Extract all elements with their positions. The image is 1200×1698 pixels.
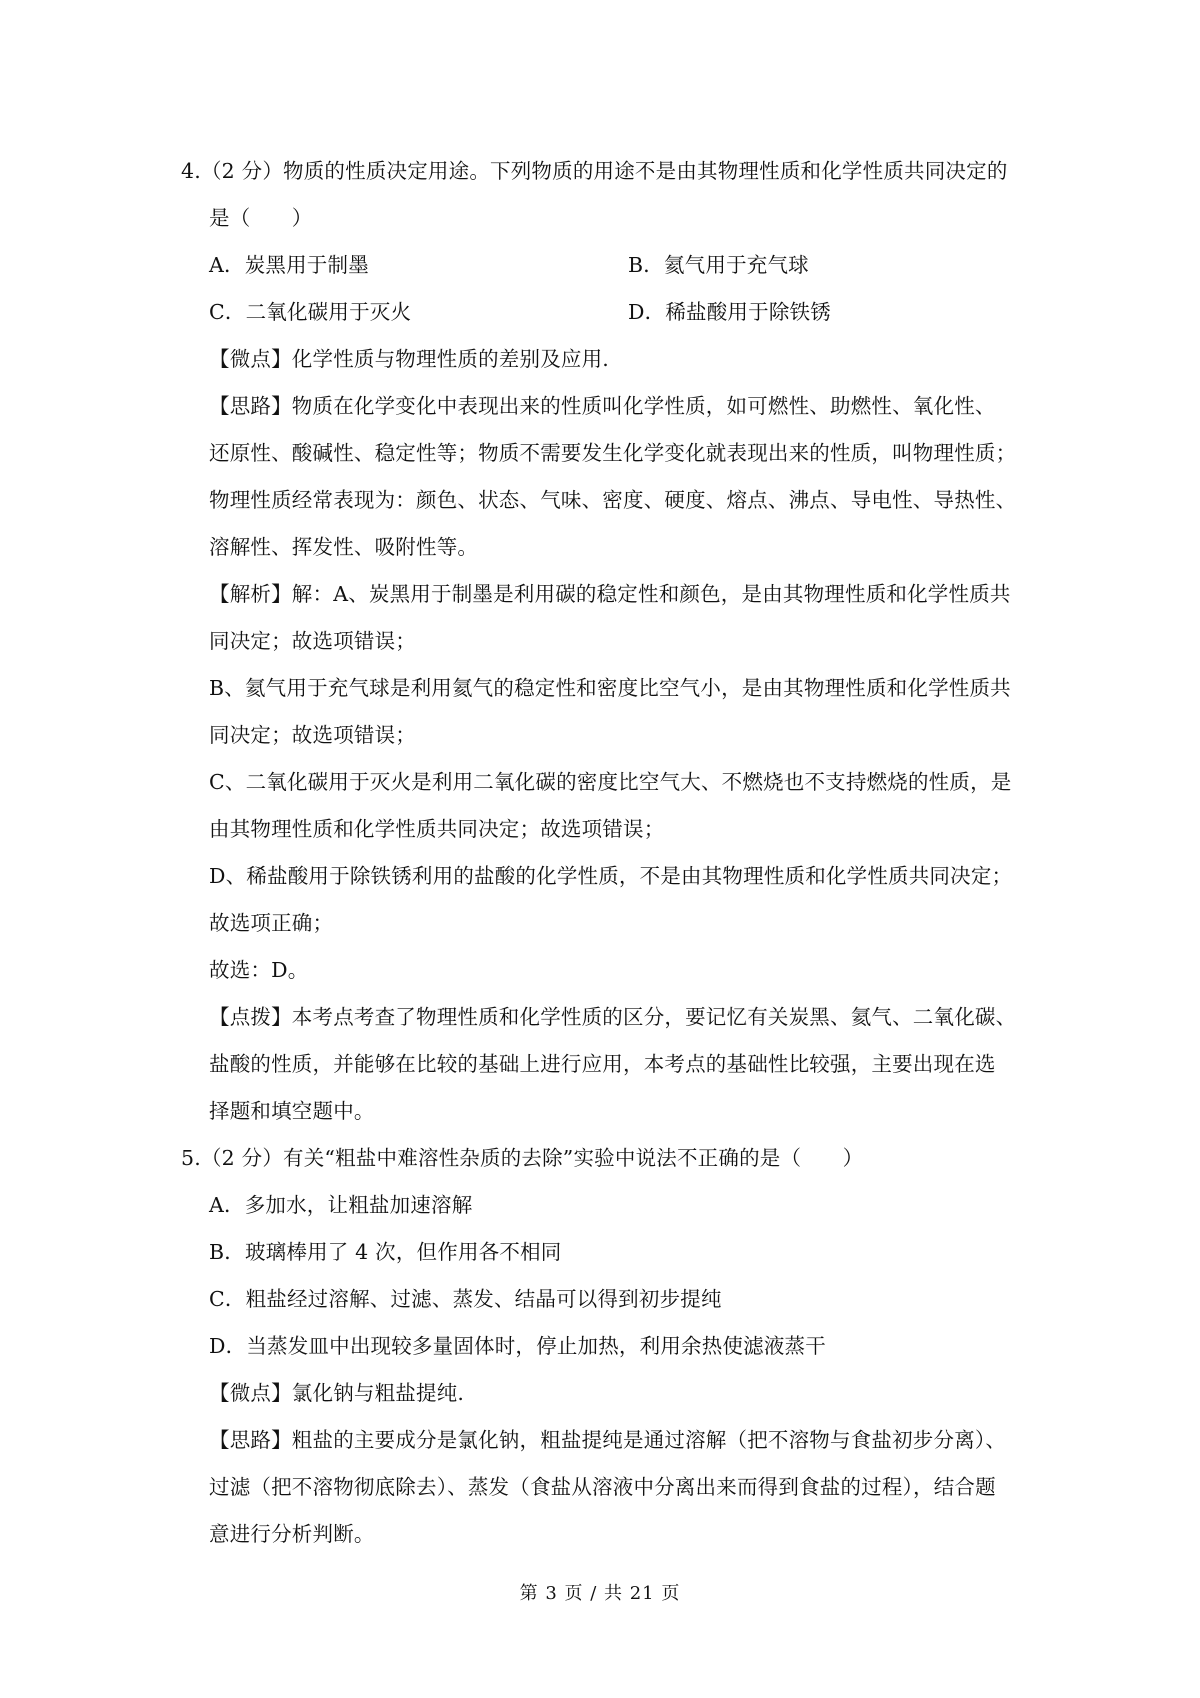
- q4-silu-line: 物理性质经常表现为：颜色、状态、气味、密度、硬度、熔点、沸点、导电性、导热性、: [209, 488, 1017, 512]
- q4-jiexi-line: D、稀盐酸用于除铁锈利用的盐酸的化学性质，不是由其物理性质和化学性质共同决定；: [209, 864, 1013, 888]
- q4-silu-line: 溶解性、挥发性、吸附性等。: [209, 535, 479, 559]
- q4-option-a: A．炭黑用于制墨: [209, 253, 369, 277]
- q5-silu-line: 【思路】粗盐的主要成分是氯化钠，粗盐提纯是通过溶解（把不溶物与食盐初步分离）、: [209, 1428, 1007, 1452]
- q4-option-c: C．二氧化碳用于灭火: [209, 300, 412, 324]
- q4-option-b: B．氦气用于充气球: [628, 253, 809, 277]
- q4-jiexi-line: 故选项正确；: [209, 911, 334, 935]
- q4-stem-line1: 4.（2 分）物质的性质决定用途。下列物质的用途不是由其物理性质和化学性质共同决定的: [181, 159, 1008, 183]
- q4-jiexi-line: 同决定；故选项错误；: [209, 629, 416, 653]
- q5-option-a: A．多加水，让粗盐加速溶解: [209, 1193, 473, 1217]
- q4-jiexi-line: C、二氧化碳用于灭火是利用二氧化碳的密度比空气大、不燃烧也不支持燃烧的性质，是: [209, 770, 1012, 794]
- q5-silu-line: 意进行分析判断。: [209, 1522, 375, 1546]
- q5-option-c: C．粗盐经过溶解、过滤、蒸发、结晶可以得到初步提纯: [209, 1287, 722, 1311]
- q4-jiexi-line: 由其物理性质和化学性质共同决定；故选项错误；: [209, 817, 665, 841]
- q4-dianbo-line: 盐酸的性质，并能够在比较的基础上进行应用，本考点的基础性比较强，主要出现在选: [209, 1052, 996, 1076]
- q5-silu-line: 过滤（把不溶物彻底除去）、蒸发（食盐从溶液中分离出来而得到食盐的过程），结合题: [209, 1475, 996, 1499]
- q4-jiexi-line: B、氦气用于充气球是利用氦气的稳定性和密度比空气小，是由其物理性质和化学性质共: [209, 676, 1011, 700]
- q4-jiexi-line: 【解析】解：A、炭黑用于制墨是利用碳的稳定性和颜色，是由其物理性质和化学性质共: [209, 582, 1011, 606]
- q4-silu-line: 【思路】物质在化学变化中表现出来的性质叫化学性质，如可燃性、助燃性、氧化性、: [209, 394, 996, 418]
- q5-stem: 5.（2 分）有关“粗盐中难溶性杂质的去除”实验中说法不正确的是（ ）: [181, 1146, 864, 1170]
- q4-jiexi-line: 同决定；故选项错误；: [209, 723, 416, 747]
- q5-weidian: 【微点】氯化钠与粗盐提纯.: [209, 1381, 465, 1405]
- q5-option-b: B．玻璃棒用了 4 次，但作用各不相同: [209, 1240, 562, 1264]
- q4-option-d: D．稀盐酸用于除铁锈: [628, 300, 831, 324]
- q5-option-d: D．当蒸发皿中出现较多量固体时，停止加热，利用余热使滤液蒸干: [209, 1334, 826, 1358]
- q4-silu-line: 还原性、酸碱性、稳定性等；物质不需要发生化学变化就表现出来的性质，叫物理性质；: [209, 441, 1017, 465]
- page-footer: 第 3 页 / 共 21 页: [519, 1583, 681, 1604]
- q4-dianbo-line: 择题和填空题中。: [209, 1099, 375, 1123]
- q4-jiexi-line: 故选：D。: [209, 958, 309, 982]
- q4-stem-line2: 是（ ）: [209, 206, 313, 230]
- q4-dianbo-line: 【点拨】本考点考查了物理性质和化学性质的区分，要记忆有关炭黑、氦气、二氧化碳、: [209, 1005, 1017, 1029]
- q4-weidian: 【微点】化学性质与物理性质的差别及应用.: [209, 347, 610, 371]
